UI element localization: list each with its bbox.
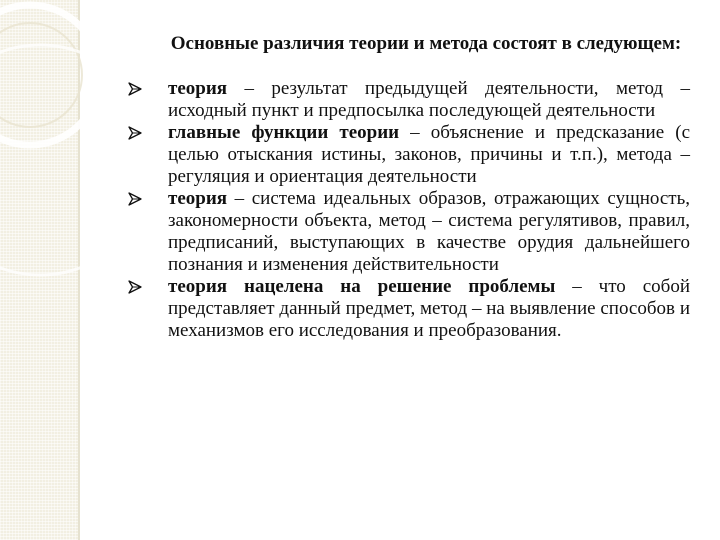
bullet-item — [130, 78, 690, 122]
bullet-lead: теория нацелена на решение проблемы — [168, 276, 556, 297]
bullet-text: – объяснение и предсказание (с целью отыскания истины, законов, причины и т.п.), метода – регуляция и ориентация деятельности — [168, 122, 690, 187]
bullet-item — [130, 122, 690, 188]
slide-title: Основные различия теории и метода состоят в следующем: — [170, 33, 682, 54]
bullet-text: – результат предыдущей деятельности, метод – исходный пункт и предпосылка последующей деятельности — [168, 78, 690, 121]
bullet-text: – что собой представляет данный предмет, метод – на выявление способов и механизмов его исследования и преобразования. — [168, 276, 690, 341]
panel-divider — [78, 0, 80, 540]
bullet-lead: главные функции теории — [168, 122, 400, 143]
bullet-lead: теория — [168, 188, 228, 209]
bullet-item — [130, 276, 690, 342]
bullet-lead: теория — [168, 78, 228, 99]
arrowhead-bullet-icon — [128, 82, 142, 96]
arrowhead-bullet-icon — [128, 126, 142, 140]
arrowhead-bullet-icon — [128, 280, 142, 294]
arrowhead-bullet-icon — [128, 192, 142, 206]
bullet-item — [130, 188, 690, 276]
bullet-text: – система идеальных образов, отражающих сущность, закономерности объекта, метод – система регулятивов, правил, предписаний, выступающих в качестве орудия дальнейшего познания и изменения действительности — [168, 188, 690, 275]
bullet-list — [130, 78, 690, 342]
left-decorative-panel — [0, 0, 78, 540]
